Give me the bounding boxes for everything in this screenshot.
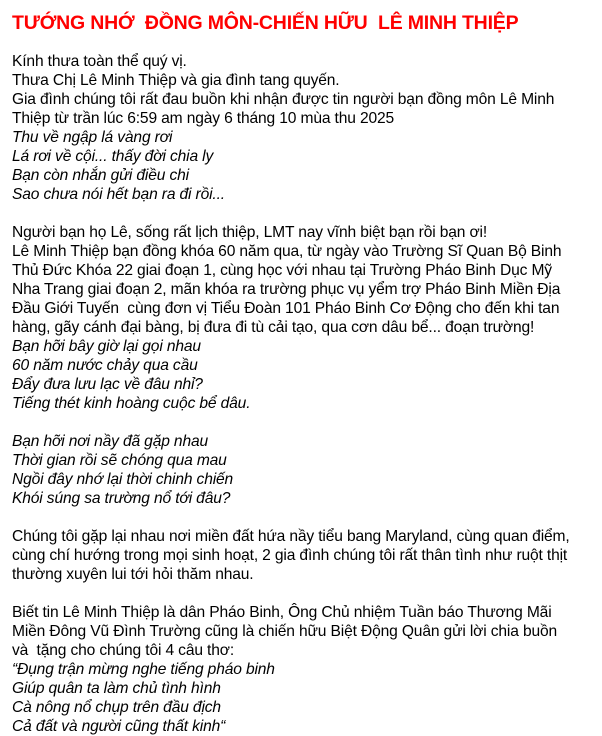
poem-line: Cả đất và người cũng thất kinh“ [12,718,226,735]
document-body [12,52,598,736]
paragraph-spacer [12,508,598,527]
poem-line: Thu về ngập lá vàng rơi [12,129,173,146]
paragraph-spacer [12,204,598,223]
poem-line: Khói súng sa trường nổ tới đâu? [12,490,231,507]
text-line: Miền Đông Vũ Đình Trường cũng là chiến hữu Biệt Động Quân gửi lời chia buồn [12,623,558,640]
poem-line: Sao chưa nói hết bạn ra đi rồi... [12,186,225,203]
text-line: cùng chí hướng trong mọi sinh hoạt, 2 gia đình chúng tôi rất thân tình như ruột thịt [12,547,568,564]
paragraph [12,223,598,413]
text-line: hàng, gãy cánh đại bàng, bị đưa đi tù cải tạo, qua cơn dâu bể... đoạn trường! [12,319,535,336]
poem-line: Bạn hỡi bây giờ lại gọi nhau [12,338,201,355]
poem-line: Bạn hỡi nơi nầy đã gặp nhau [12,433,209,450]
text-line: Người bạn họ Lê, sống rất lịch thiệp, LMT nay vĩnh biệt bạn rồi bạn ơi! [12,224,488,241]
text-line: Thủ Đức Khóa 22 giai đoạn 1, cùng học với nhau tại Trường Pháo Binh Dục Mỹ [12,262,552,279]
poem-line: Tiếng thét kinh hoàng cuộc bể dâu. [12,395,251,412]
poem-line: Bạn còn nhắn gửi điều chi [12,167,189,184]
paragraph [12,527,598,584]
text-line: Thưa Chị Lê Minh Thiệp và gia đình tang quyến. [12,72,340,89]
text-line: Gia đình chúng tôi rất đau buồn khi nhận được tin người bạn đồng môn Lê Minh [12,91,555,108]
text-line: Lê Minh Thiệp bạn đồng khóa 60 năm qua, từ ngày vào Trường Sĩ Quan Bộ Binh [12,243,562,260]
text-line: Kính thưa toàn thể quý vị. [12,53,187,70]
text-line: Thiệp từ trần lúc 6:59 am ngày 6 tháng 10 mùa thu 2025 [12,110,395,127]
poem-line: Đẩy đưa lưu lạc về đâu nhỉ? [12,376,203,393]
paragraph [12,432,598,508]
text-line: Biết tin Lê Minh Thiệp là dân Pháo Binh, Ông Chủ nhiệm Tuần báo Thương Mãi [12,604,552,621]
document-title: TƯỚNG NHỚ ĐỒNG MÔN-CHIẾN HỮU LÊ MINH THIỆP [12,12,519,34]
poem-line: Thời gian rồi sẽ chóng qua mau [12,452,227,469]
text-line: Chúng tôi gặp lại nhau nơi miền đất hứa nầy tiểu bang Maryland, cùng quan điểm, [12,528,570,545]
text-line: Đầu Giới Tuyến cùng đơn vị Tiểu Đoàn 101 Pháo Binh Cơ Động cho đến khi tan [12,300,560,317]
text-line: thường xuyên lui tới hỏi thăm nhau. [12,566,254,583]
poem-line: Ngồi đây nhớ lại thời chinh chiến [12,471,234,488]
poem-line: “Đụng trận mừng nghe tiếng pháo binh [12,661,275,678]
paragraph [12,603,598,736]
poem-line: Giúp quân ta làm chủ tình hình [12,680,221,697]
paragraph-spacer [12,584,598,603]
paragraph-spacer [12,413,598,432]
poem-line: Cà nông nổ chụp trên đầu địch [12,699,221,716]
paragraph [12,52,598,204]
text-line: và tặng cho chúng tôi 4 câu thơ: [12,642,235,659]
poem-line: Lá rơi về cội... thấy đời chia ly [12,148,214,165]
poem-line: 60 năm nước chảy qua cầu [12,357,198,374]
text-line: Nha Trang giai đoạn 2, mãn khóa ra trường phục vụ yểm trợ Pháo Binh Miền Địa [12,281,561,298]
